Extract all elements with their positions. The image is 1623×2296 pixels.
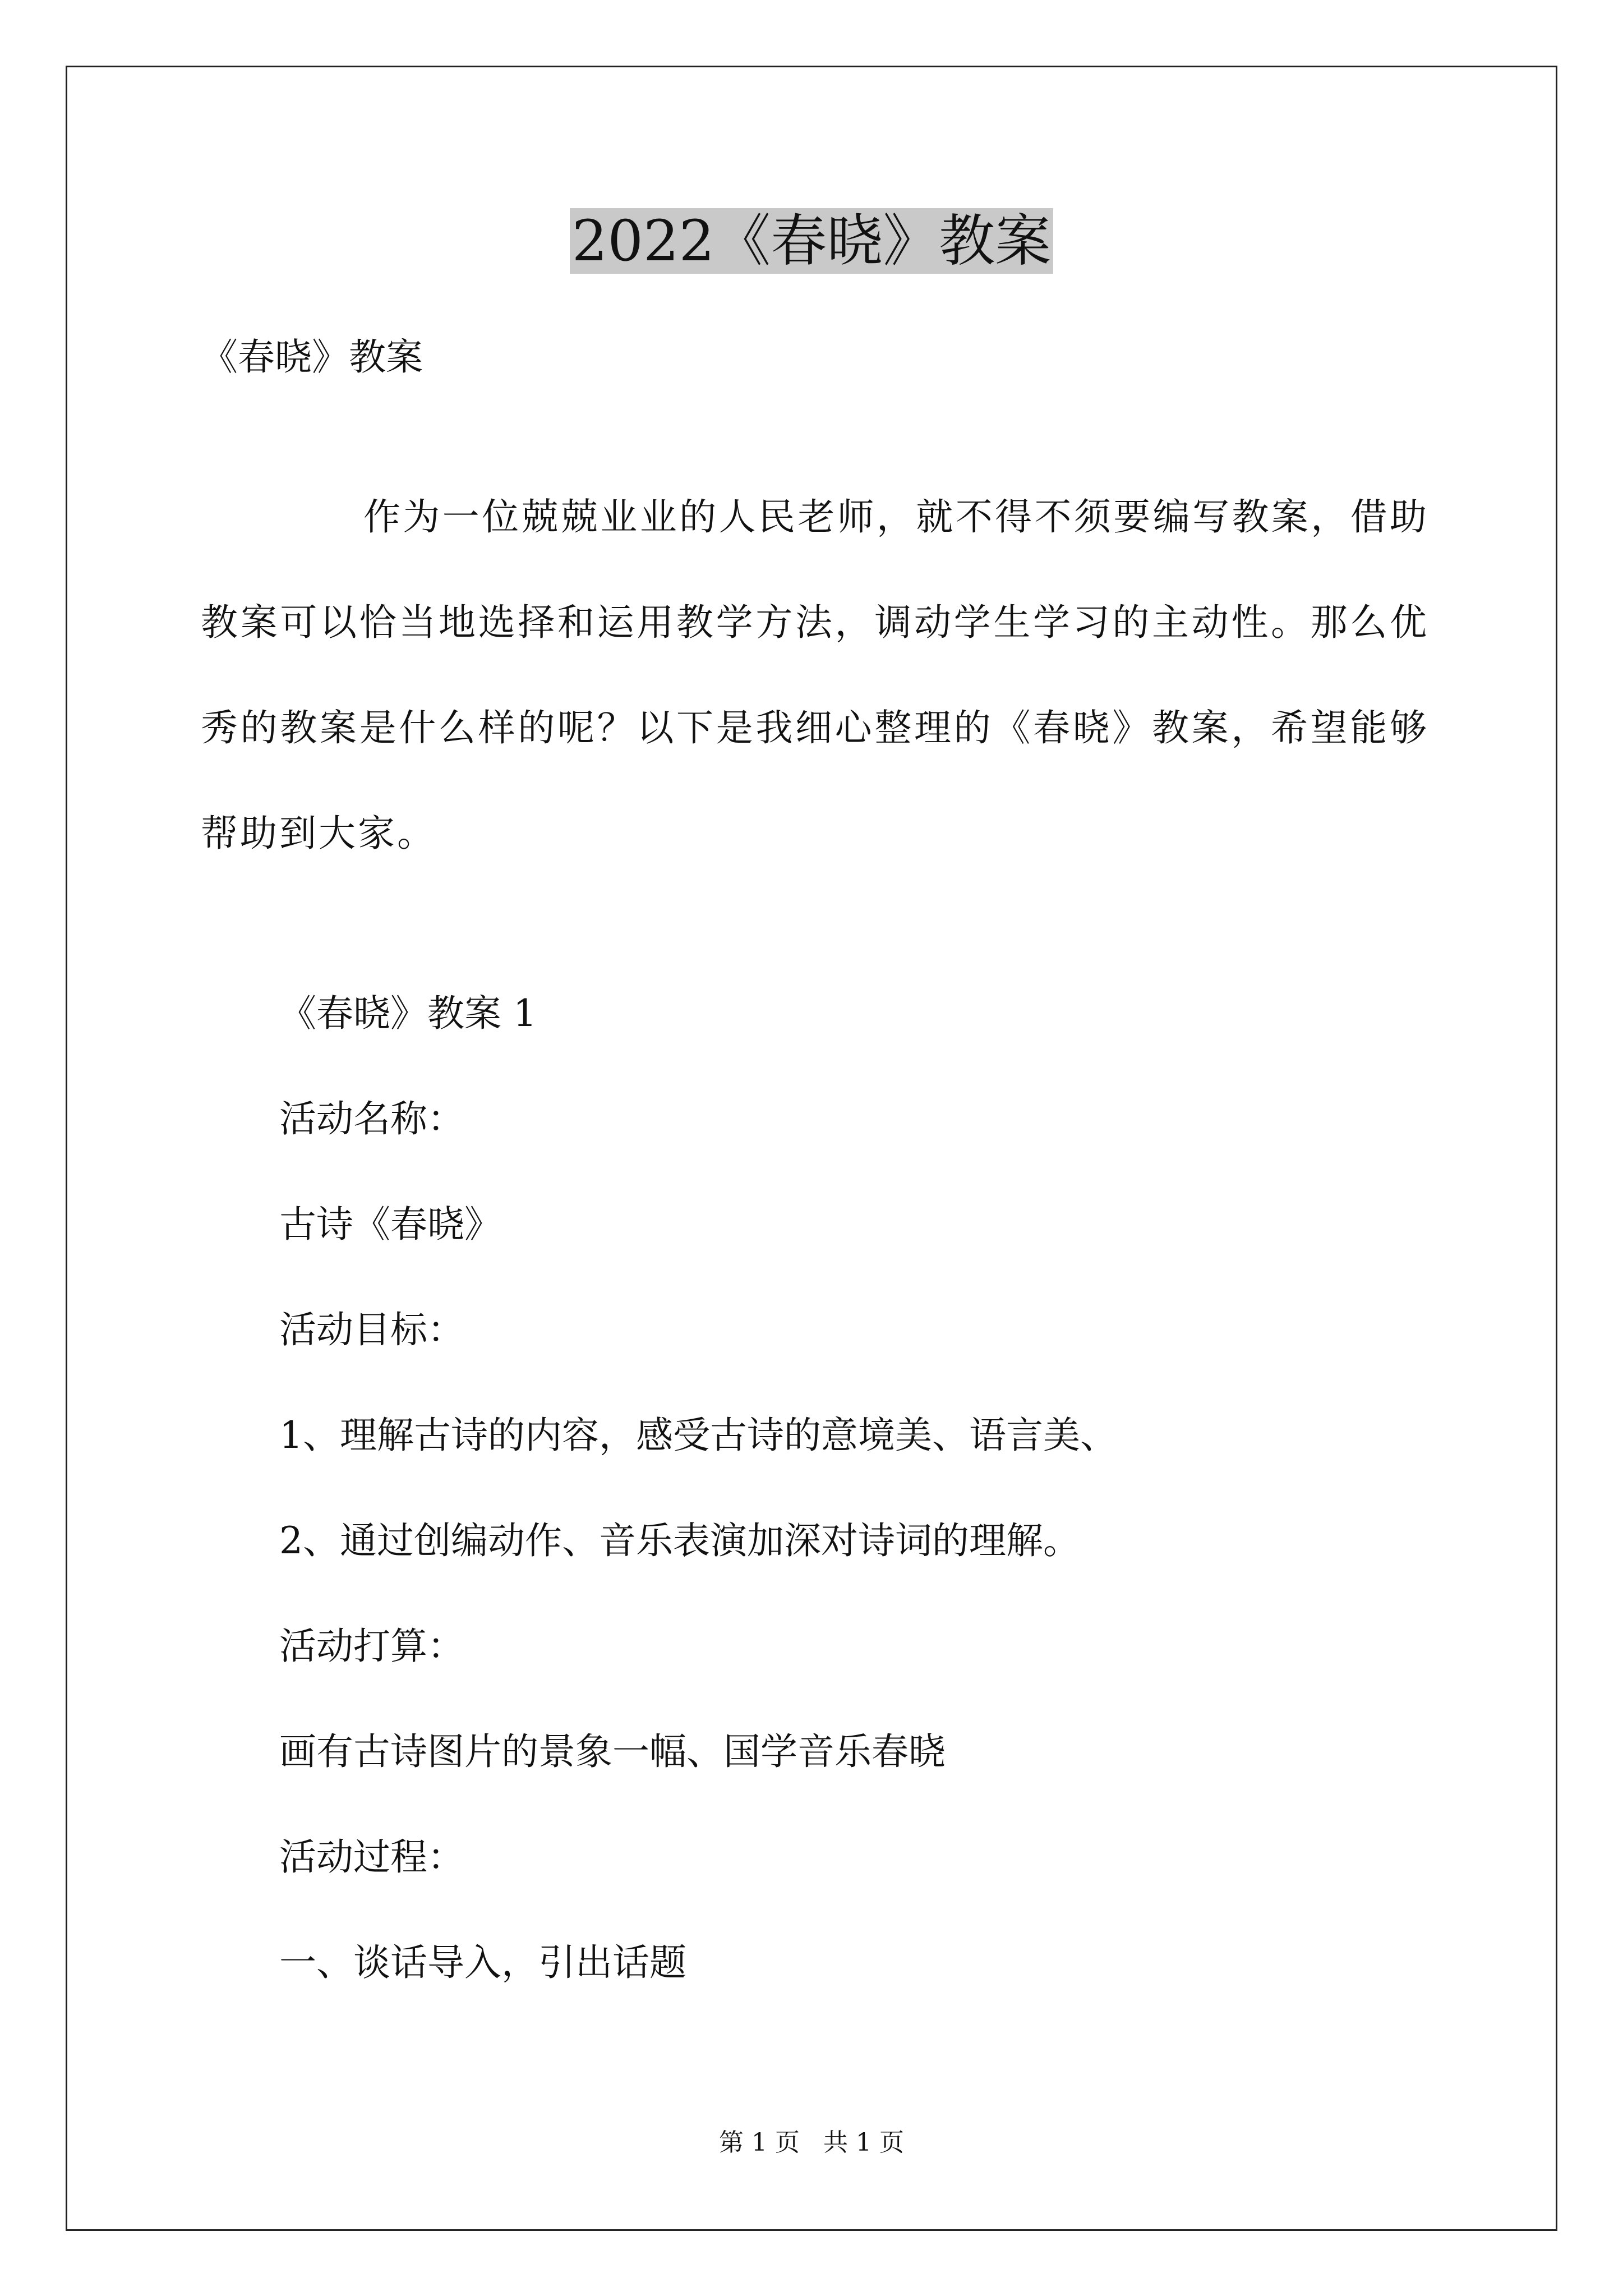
body-line: 活动目标： <box>279 1308 464 1351</box>
body-line: 画有古诗图片的景象一幅、国学音乐春晓 <box>279 1730 946 1773</box>
body-line: 活动过程： <box>279 1835 464 1879</box>
document-title-text: 2022《春晓》教案 <box>570 208 1054 274</box>
intro-paragraph: 作为一位兢兢业业的人民老师，就不得不须要编写教案，借助教案可以恰当地选择和运用教学方法，调动学生学习的主动性。那么优秀的教案是什么样的呢？以下是我细心整理的《春晓》教案，希望能够帮助到大家。 <box>201 495 1429 855</box>
document-subtitle: 《春晓》教案 <box>201 335 423 379</box>
page-footer <box>0 2126 1623 2160</box>
page-number: 第 1 页 <box>719 2128 800 2157</box>
body-line: 古诗《春晓》 <box>279 1203 501 1246</box>
body-line: 2、通过创编动作、音乐表演加深对诗词的理解。 <box>279 1519 1080 1562</box>
document-title <box>0 205 1623 278</box>
body-line: 活动打算： <box>279 1625 464 1668</box>
body-line: 一、谈话导入，引出话题 <box>279 1941 686 1984</box>
body-line: 活动名称： <box>279 1097 464 1140</box>
body-line: 1、理解古诗的内容，感受古诗的意境美、语言美、 <box>279 1414 1117 1457</box>
page-total: 共 1 页 <box>823 2128 904 2157</box>
section-heading: 《春晓》教案 1 <box>279 992 537 1035</box>
page-border <box>66 66 1557 2231</box>
